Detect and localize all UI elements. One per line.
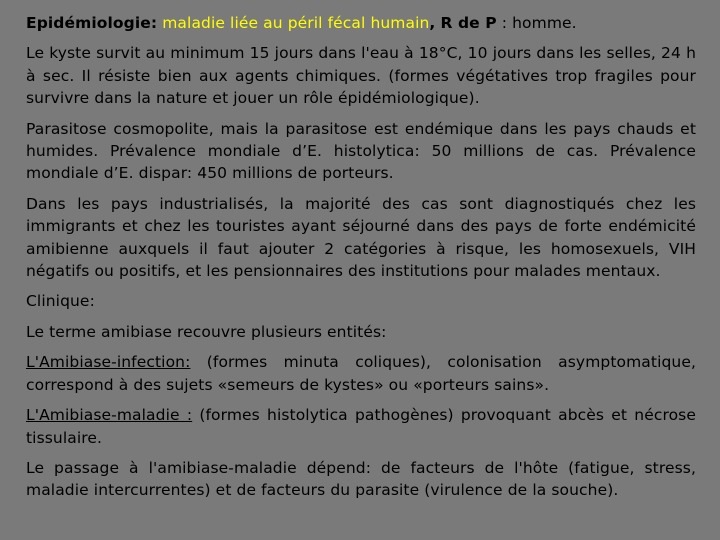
amoebiasis-disease-term: L'Amibiase-maladie :	[26, 406, 193, 425]
reservoir-host: : homme.	[501, 14, 577, 32]
epidemiology-description: maladie liée au péril fécal humain	[162, 14, 430, 32]
term-paragraph: Le terme amibiase recouvre plusieurs entités:	[26, 322, 387, 341]
amoebiasis-infection-paragraph	[26, 351, 696, 396]
amoebiasis-infection-term: L'Amibiase-infection:	[26, 353, 191, 372]
reservoir-label: R de P	[440, 14, 497, 32]
cosmopolitan-paragraph: Parasitose cosmopolite, mais la parasitose est endémique dans les pays chauds et humides. Prévalence mondiale d’E. histolytica: 50 millions de cas. Prévalence mondiale d’E. dispar: 450 millions de porteurs.	[26, 119, 696, 183]
clinical-heading: Clinique:	[26, 292, 95, 311]
transition-paragraph: Le passage à l'amibiase-maladie dépend: de facteurs de l'hôte (fatigue, stress, maladie intercurrentes) et de facteurs du parasite (virulence de la souche).	[26, 458, 696, 500]
amoebiasis-disease-text: (formes histolytica pathogènes) provoquant abcès et nécrose tissulaire.	[26, 406, 696, 447]
industrialized-countries-paragraph: Dans les pays industrialisés, la majorité des cas sont diagnostiqués chez les immigrants et chez les touristes ayant séjourné dans des pays de forte endémicité amibienne auxquels il faut ajouter 2 catégories à risque, les homosexuels, VIH négatifs ou positifs, et les pensionnaires des institutions pour malades mentaux.	[26, 194, 696, 281]
epidemiology-label: Epidémiologie:	[26, 14, 158, 32]
amoebiasis-disease-paragraph	[26, 404, 696, 449]
epidemiology-line	[26, 12, 696, 34]
amoebiasis-infection-text: (formes minuta coliques), colonisation asymptomatique, correspond à des sujets «semeurs de kystes» ou «porteurs sains».	[26, 353, 696, 394]
cyst-survival-paragraph: Le kyste survit au minimum 15 jours dans l'eau à 18°C, 10 jours dans les selles, 24 h à sec. Il résiste bien aux agents chimiques. (formes végétatives trop fragiles pour survivre dans la nature et jouer un rôle épidémiologique).	[26, 44, 696, 108]
epidemiology-comma: ,	[429, 14, 436, 32]
slide-content	[26, 12, 696, 510]
